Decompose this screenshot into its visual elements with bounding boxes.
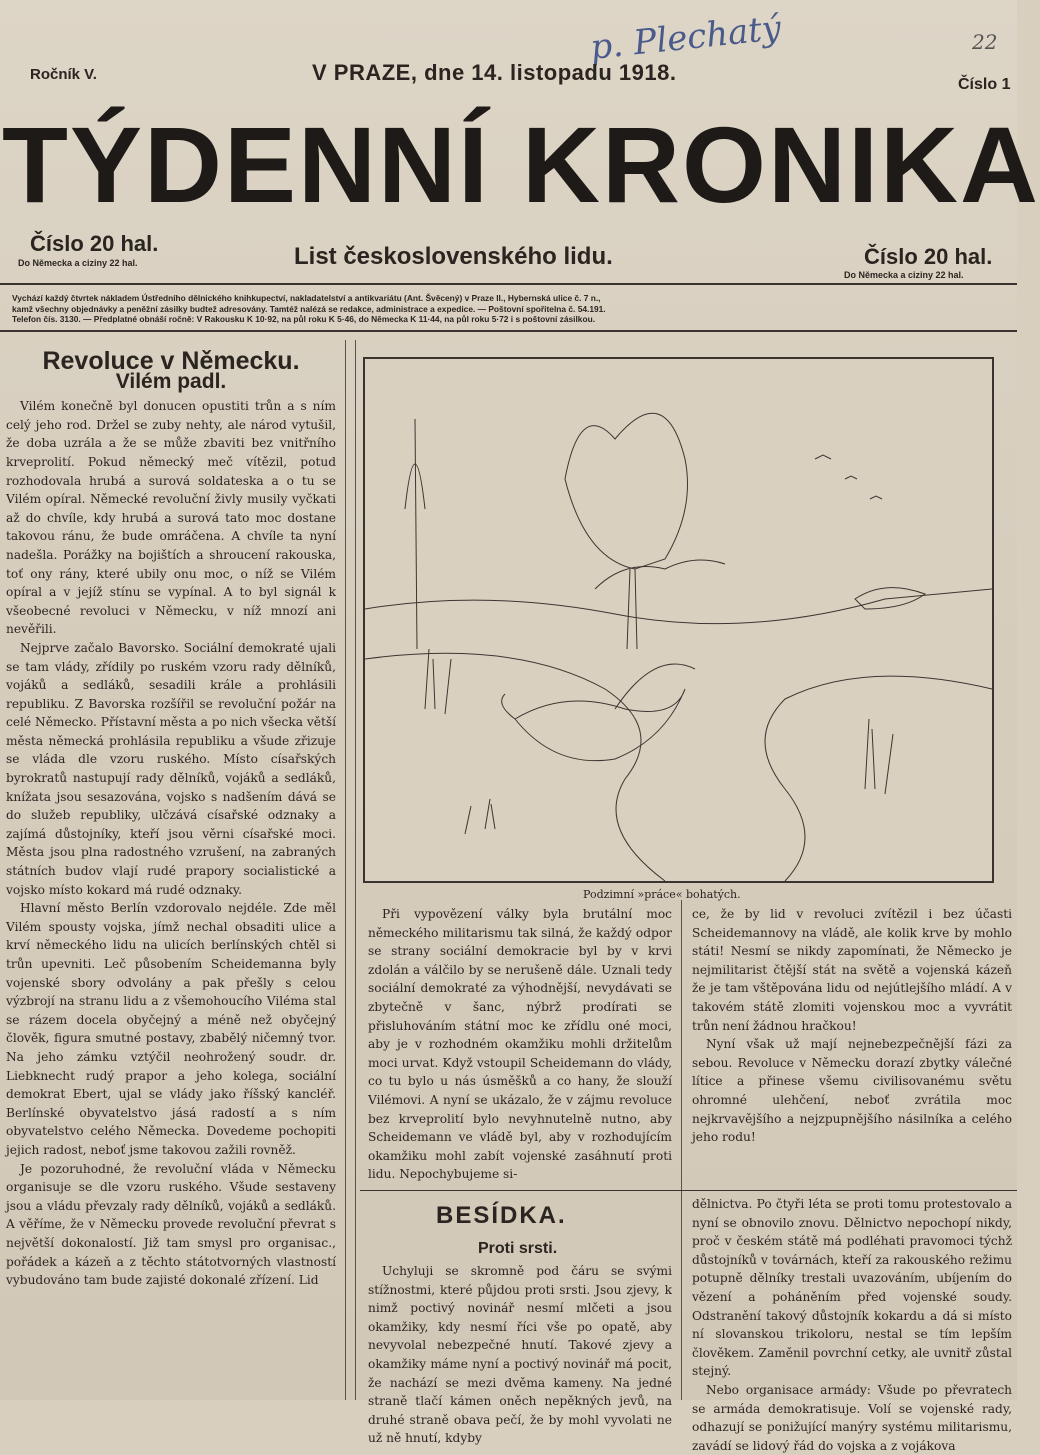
riverbank-right bbox=[765, 676, 992, 881]
article-paragraph: Je pozoruhodné, že revoluční vláda v Německu organisuje se dle vzoru ruského. Všude sestaveny jsou a vládu převzaly rady dělníků, vojáků a sedláků. A věříme, že v Německu provede revoluční převrat s největší dokonalostí. Již tam smysl pro organisac., pořádek a kázeň a z těchto státotvorných vlastností vybudováno tam bude zajisté dokonalé zřízení. Lid bbox=[6, 1161, 336, 1288]
article-paragraph: Při vypovězení války byla brutální moc německého militarismu tak silná, že každý odpor se strany sociální demokracie byl by v krvi zdolán a válčilo by se nerušeně dále. Uznali tedy sociální demokraté za výhodnější, nevydávati se zbytečně v šanc, nýbrž prodírati se přisluhováním státní moc ke zřídlu oné moci, aby je v rozhodném okamžiku mohli držitelům moci urvat. Když vstoupil Scheidemann do vlády, co tu bylo u nás úsměšků a co hany, že slouží Vilémovi. A nyní se ukázalo, že v zájmu revoluce bez krveprolití bylo nevyhnutelně nutno, aby Scheidemann ve vládě byl, aby v rozhodujícím okamžiku mohl zabít vojenské zasáhnutí proti lidu. Nepochybujeme si- bbox=[368, 907, 672, 1182]
article-paragraph: Hlavní město Berlín vzdorovalo nejdéle. Zde měl Vilém spousty vojska, jímž nechal obsaditi ulice a krví německého lidu na ulicích berlínských chtěl si trůn upevniti. Leč působením Scheidemanna byly vojenské sbory odvolány a pak přešly s celou výzbrojí na stranu lidu a z všemohoucího Viléma stal se rázem docela obyčejný a méně než obyčejný člověk, figura smutné postavy, zbabělý ničemný tvor. Na jeho zámku vztýčil neohrožený soudr. dr. Liebknecht rudý prapor a jeho kolega, sociální demokrat Ebert, ujal se vlády jako říšský kancléř. Berlínské obyvatelstvo jásá radostí a s ním obyvatelstvo celého Německa. Dovedeme pochopiti jejich radost, neboť jsme takovou zažili rovněž. bbox=[6, 901, 336, 1157]
article-paragraph: Nejprve začalo Bavorsko. Sociální demokraté ujali se tam vlády, zřídily po ruském vzoru rady dělníků, vojáků a sedláků, sesadili krále a prohlásili republiku. Z Bavorska rozšířil se revoluční požár na celé Německo. Přístavní města a po nich všecka větší města německá prohlásila republiku a všude zřizuje se vláda dle vzoru ruského. Místo císařských byrokratů nastupují rady dělníků, vojáků a sedláků, knížata jsou sesazována, vojsko s nadšením dává se do služeb republiky, ulčzává císařské odznaky a zajímá důstojníky, kteří jsou věrni císařské moci. Města jsou plna radostného vzrušení, na zabraných státních budov vlají rudé prapory socialistické a vojsko místo kokard má rudé odznaky. bbox=[6, 640, 336, 897]
article-paragraph: Uchyluji se skromně pod čáru se svými stížnostmi, které půjdou proti srsti. Jsou zjevy, k nimž poctivý novinář nesmí mlčeti a jsou okamžiky, kdy nesmí říci vše po opatě, aby nevyvolal nebezpečné hnutí. Takové zjevy a okamžiky máme nyní a poctivý novinář má pocit, že nachází se mezi dvěma kameny. Na jedné straně tlačí kámen oněch nepěkných jevů, na druhé straně obava pečí, že by mohl vyvolati ne už ně hnutí, kdyby bbox=[368, 1264, 672, 1446]
column-divider bbox=[355, 340, 356, 1400]
article-continuation-right bbox=[692, 905, 1012, 1175]
feuilleton-rule bbox=[360, 1190, 1017, 1191]
handwritten-name: p. Plechatý bbox=[588, 8, 783, 68]
article-continuation bbox=[368, 905, 672, 1185]
riverbank-left bbox=[365, 653, 665, 881]
feuilleton-subtitle: Proti srsti. bbox=[478, 1240, 558, 1257]
header-rule-top bbox=[0, 283, 1017, 285]
price-right-foreign: Do Německa a ciziny 22 hal. bbox=[844, 270, 964, 280]
feuilleton-title: BESÍDKA. bbox=[436, 1202, 567, 1229]
newspaper-subtitle: List československého lidu. bbox=[294, 243, 613, 270]
article-revolution bbox=[6, 347, 336, 1397]
price-right: Číslo 20 hal. bbox=[864, 244, 993, 269]
article-army bbox=[692, 1195, 1012, 1453]
feuilleton-text bbox=[368, 1262, 672, 1446]
duck-head bbox=[502, 694, 515, 719]
imprint-line: Telefon čís. 3130. — Předplatné obnáší ročně: V Rakousku K 10·92, na půl roku K 5·46, do Německa K 11·44, na půl roku 5·72 i s poštovní zásilkou. bbox=[12, 314, 596, 325]
article-subtitle: Vilém padl. bbox=[115, 369, 227, 393]
reeds-right bbox=[865, 719, 893, 794]
illustration-autumn-hunt bbox=[363, 357, 994, 883]
header-rule-bottom bbox=[0, 330, 1017, 332]
header-top-line bbox=[0, 60, 1017, 96]
volume-label: Ročník V. bbox=[30, 66, 97, 83]
article-paragraph: Vilém konečně byl donucen opustiti trůn a s ním celý jeho rod. Držel se zuby nehty, ale národ vytušil, že doba uzrála a že se může zbaviti bez vnitřního krveprolití. Pokud německý meč vítězil, potud rozhodovala hrubá a surová soldateska a o tu se Vilém opíral. Německé revoluční živly musily vyčkati až do chvíle, kdy hrubá a surová tato moc dostane takovou ránu, že bude omráčena. A chvíle ta nyní nadešla. Porážky na bojištích a shroucení rakouska, toť ony rány, které ubily onu moc, o níž se Vilém opíral a v jejíž stínu se vypínal. A to byl signál k všeobecné revoluci v Německu, v níž mnozí ani nevěřili. bbox=[6, 399, 336, 637]
horizon-line bbox=[365, 589, 992, 624]
article-paragraph: ce, že by lid v revoluci zvítězil i bez účasti Scheidemannovy na vládě, ale kolik krve by mohlo státi! Nesmí se nikdy zapomínati, že Německo je nejmilitarist čtější stát na světě a vojenská kázeň že je tam vštěpována lidu od nejútlejšího mládí. A v takovém státě zlomiti vojenskou moc a vyvrátit trůn není žádnou hračkou! bbox=[692, 907, 1012, 1033]
tree-canopy bbox=[565, 413, 688, 569]
tree-trunk bbox=[627, 569, 637, 649]
article-paragraph: Nebo organisace armády: Všude po převratech se armáda demokratisuje. Volí se vojenské rady, odhazují se ponižující manýry systému militarismu, zavádí se lidový řád do vojska a z vojákova bbox=[692, 1382, 1012, 1453]
imprint bbox=[12, 293, 1012, 325]
column-divider bbox=[681, 900, 682, 1400]
newspaper-title: TÝDENNÍ KRONIKA bbox=[2, 104, 1040, 225]
price-left-foreign: Do Německa a ciziny 22 hal. bbox=[18, 258, 138, 268]
reeds-left bbox=[425, 649, 451, 714]
hills bbox=[595, 560, 725, 589]
duck-body bbox=[515, 689, 685, 761]
article-title: Revoluce v Německu. bbox=[42, 347, 300, 375]
article-paragraph: Nyní však už mají nejnebezpečnější fázi za sebou. Revoluce v Německu dorazí zbytky válečné lítice a přinese všemu civilisovanému světu ohromné ulehčení, neboť zvrátila moc nejkrvavějšího a nejzpupnějšího násilníka a celého jeho rodu! bbox=[692, 1037, 1012, 1145]
imprint-line: Vychází každý čtvrtek nákladem Ústředního dělnického knihkupectví, nakladatelství a antikvariátu (Ant. Švěcený) v Praze II., Hybernská ulice č. 7 n., bbox=[12, 293, 601, 303]
issue-date: V PRAZE, dne 14. listopadu 1918. bbox=[312, 60, 677, 85]
pine-tree bbox=[405, 419, 425, 649]
price-left: Číslo 20 hal. bbox=[30, 231, 159, 256]
duck-landscape-drawing bbox=[365, 359, 992, 881]
duck-wing bbox=[615, 664, 695, 709]
article-paragraph: dělnictva. Po čtyři léta se proti tomu protestovalo a nyní se obnovilo znovu. Dělnictvo nepochopí nikdy, proč v českém státě má podléhati pravomoci týchž důstojníků v továrnách, kteří za rakouského režimu potupně dělníky trestali uvazováním, ubíjením do vězení a poháněním před vojenské soudy. Odstranění takový důstojník kokardu a dá si místo ní slovanskou trikoloru, nestal se tím lepším člověkem. Zaměnil povrchní cetky, ale uvnitř zůstal stejný. bbox=[692, 1197, 1012, 1379]
column-divider bbox=[345, 340, 346, 1400]
corner-number: 22 bbox=[972, 30, 998, 54]
reeds-front bbox=[465, 799, 495, 834]
illustration-caption: Podzimní »práce« bohatých. bbox=[583, 888, 741, 901]
distant-birds bbox=[815, 455, 882, 499]
issue-number: Číslo 1 bbox=[958, 76, 1011, 93]
imprint-line: kamž všechny objednávky a peněžní zásilky budtež adresovány. Tamtéž nalézá se redakce, administrace a expedice. — Poštovní spořitelna č. 54.191. bbox=[12, 303, 606, 314]
